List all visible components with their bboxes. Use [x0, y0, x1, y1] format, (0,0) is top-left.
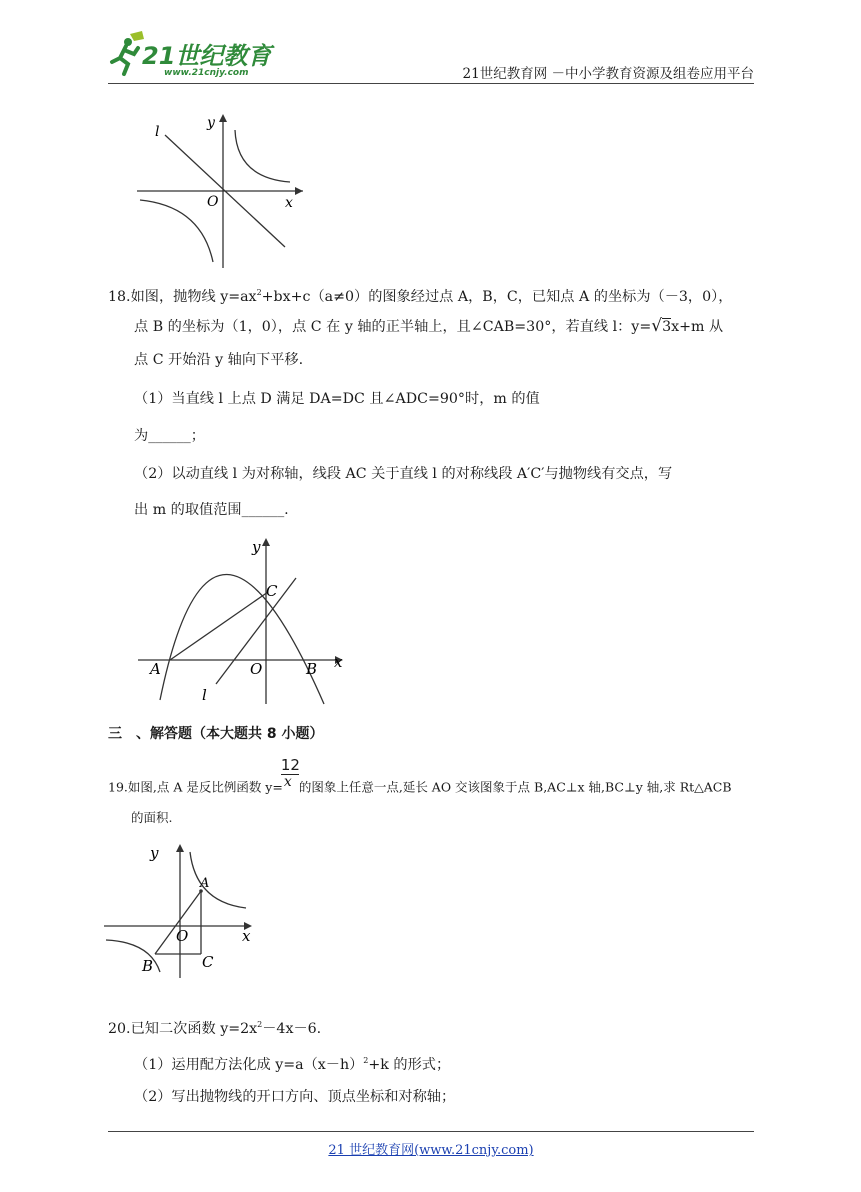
- q18-line3: 点 C 开始沿 y 轴向下平移.: [134, 352, 304, 368]
- q18-line2: 点 B 的坐标为（1，0），点 C 在 y 轴的正半轴上，且∠CAB=30°，若直线 l：y=√3x+m 从: [134, 316, 724, 336]
- q18-line1: 18.如图，抛物线 $y=ax^2+bx+c(a\ne 0)$的图象经过点 A，B，C，已知点 A 的坐标为（－3，0），: [108, 288, 733, 305]
- fig19-label-y: y: [150, 844, 159, 862]
- fig19-label-x: x: [242, 927, 251, 945]
- fig19-label-b: B: [142, 957, 154, 975]
- q18-part2-line2: 出 m 的取值范围______.: [134, 502, 289, 518]
- figure-17: [135, 110, 310, 274]
- fraction-12-over-x: $\frac{12}{x}$: [280, 756, 300, 790]
- logo-url: www.21cnjy.com: [164, 68, 249, 78]
- fig19-label-c: C: [202, 953, 214, 971]
- sqrt-symbol: √3: [651, 316, 672, 336]
- q20-line1: 20.已知二次函数 $y=2x^2-4x-6$.: [108, 1020, 322, 1037]
- fig17-label-x: x: [285, 195, 293, 211]
- q18-part1-line2: 为______；: [134, 428, 205, 444]
- fig19-label-o: O: [176, 927, 189, 945]
- fig17-label-o: O: [207, 194, 219, 210]
- figure-19: [104, 840, 264, 984]
- figure-18: [138, 532, 353, 711]
- footer-divider: [108, 1131, 754, 1132]
- fig18-label-o: O: [250, 660, 263, 678]
- fig18-label-a: A: [150, 660, 161, 678]
- fig18-label-l: l: [202, 686, 207, 704]
- fig18-label-b: B: [306, 660, 318, 678]
- q18-part2-line1: （2）以动直线 l 为对称轴，线段 AC 关于直线 l 的对称线段 A′C′与抛物线有交点，写: [134, 466, 673, 482]
- runner-logo-icon: [108, 30, 308, 82]
- footer-link[interactable]: 21 世纪教育网(www.21cnjy.com): [328, 1143, 534, 1158]
- site-slogan: 21世纪教育网 －中小学教育资源及组卷应用平台: [462, 66, 754, 82]
- fig17-label-y: y: [207, 115, 215, 131]
- fig18-label-x: x: [334, 653, 343, 671]
- q20-part1: （1）运用配方法化成 $y=a(x-h)^2+k$ 的形式；: [134, 1056, 451, 1073]
- section-3-title: 三 、解答题（本大题共 8 小题）: [108, 726, 324, 742]
- fig17-label-l: l: [155, 124, 160, 140]
- q19-line2: 的面积.: [131, 810, 173, 825]
- q20-part2: （2）写出抛物线的开口方向、顶点坐标和对称轴；: [134, 1089, 456, 1105]
- fig18-label-c: C: [266, 582, 278, 600]
- header-divider: [108, 83, 754, 84]
- site-logo[interactable]: [108, 30, 308, 82]
- fig19-label-a: A: [200, 876, 210, 891]
- q19-line1: 19.如图,点 A 是反比例函数 y= $\frac{12}{x}$ 的图象上任意一点,延长 AO 交该图象于点 B,AC⊥x 轴,BC⊥y 轴,求 Rt△ACB: [108, 778, 732, 798]
- q18-part1-line1: （1）当直线 l 上点 D 满足 DA=DC 且∠ADC=90°时，m 的值: [134, 391, 540, 407]
- logo-text: 21世纪教育: [142, 42, 272, 70]
- fig18-label-y: y: [252, 538, 261, 556]
